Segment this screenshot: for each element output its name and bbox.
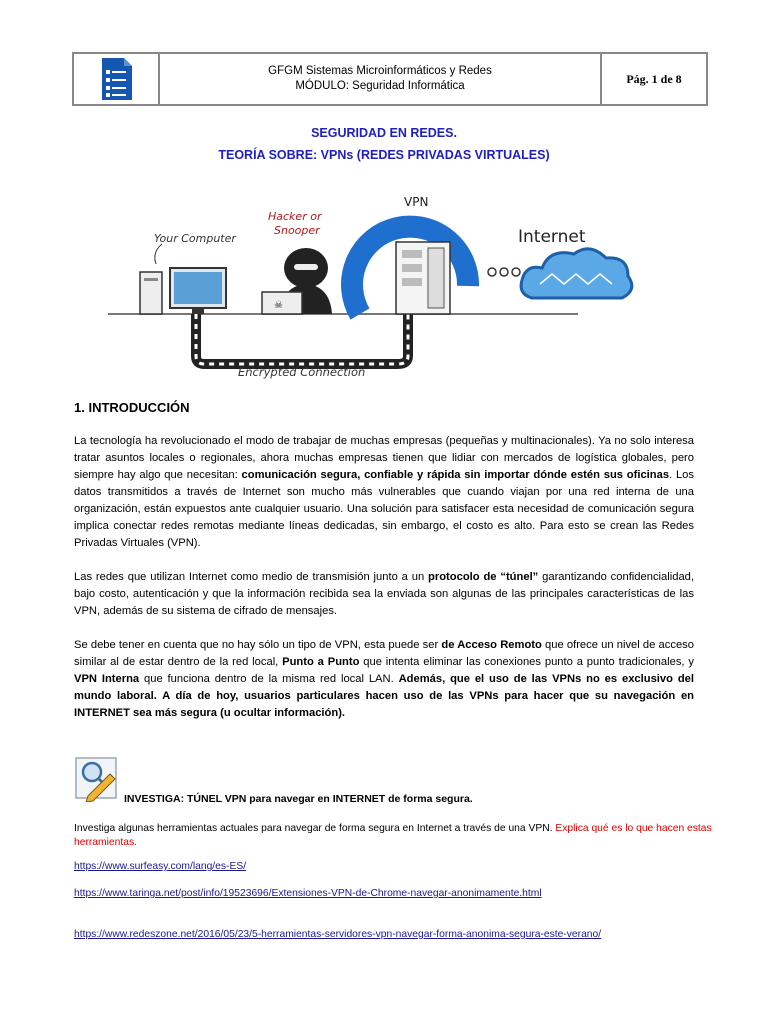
hacker-icon xyxy=(262,248,332,314)
encrypted-label: Encrypted Connection xyxy=(238,365,366,379)
header-line-2: MÓDULO: Seguridad Informática xyxy=(295,80,465,92)
vpn-illustration xyxy=(108,186,668,382)
internet-label: Internet xyxy=(518,227,586,247)
header-title-cell xyxy=(160,54,602,104)
document-list-icon xyxy=(98,56,134,102)
internet-cloud-icon xyxy=(521,249,632,298)
investiga-red-note: Explica qué es lo que hacen estas herramientas. xyxy=(74,823,712,848)
doc-title-line-2: TEORÍA SOBRE: VPNs (REDES PRIVADAS VIRTUALES) xyxy=(218,148,550,162)
investiga-instructions: Investiga algunas herramientas actuales para navegar de forma segura en Internet a través de una VPN. Explica qué es lo que hacen estas herramientas. xyxy=(74,823,712,848)
svg-text:☠: ☠ xyxy=(274,300,283,311)
investiga-label: INVESTIGA: TÚNEL VPN para navegar en INTERNET de forma segura. xyxy=(124,793,473,805)
paragraph-2: Las redes que utilizan Internet como medio de transmisión junto a un protocolo de “túnel” garantizando confidencialidad, bajo costo, autenticación y que la información recibida sea la enviada son algunas de las principales características de las VPN, además de su sistema de cifrado de mensajes. xyxy=(74,571,695,617)
your-computer-label: Your Computer xyxy=(154,232,236,245)
section-heading: 1. INTRODUCCIÓN xyxy=(74,400,190,415)
link-surfeasy[interactable]: https://www.surfeasy.com/lang/es-ES/ xyxy=(74,861,247,872)
doc-title-line-1: SEGURIDAD EN REDES. xyxy=(311,126,457,140)
logo-cell xyxy=(74,54,160,104)
paragraph-1: La tecnología ha revolucionado el modo de trabajar de muchas empresas (pequeñas y multinacionales). Ya no solo interesa tratar asuntos locales o regionales, ahora muchas empresas tienen que lidiar con mercados de logística globales, pero siempre hay algo que necesitan: comunicación segura, confiable y rápida sin importar dónde estén sus oficinas. Los datos transmitidos a través de Internet son mucho más vulnerables que cuando viajan por una red interna de una organización, están expuestos ante cualquier usuario. Una solución para satisfacer esta necesidad de comunicación segura implica conectar redes remotas mediante líneas dedicadas, sin embargo, el costo es alto. Para esto se crean las Redes Privadas Virtuales (VPN). xyxy=(74,435,694,549)
vpn-server-icon xyxy=(352,227,468,314)
computer-icon xyxy=(140,268,226,314)
document-header xyxy=(72,52,708,106)
paragraph-3: Se debe tener en cuenta que no hay sólo un tipo de VPN, esta puede ser de Acceso Remoto que ofrece un nivel de acceso similar al de estar dentro de la red local, Punto a Punto que intenta eliminar las conexiones punto a punto tradicionales, y VPN Interna que funciona dentro de la misma red local LAN. Además, que el uso de las VPNs no es exclusivo del mundo laboral. A día de hoy, usuarios particulares hacen uso de las VPNs para hacer que su navegación en INTERNET sea más segura (u ocultar información). xyxy=(74,639,694,719)
vpn-label: VPN xyxy=(404,195,429,209)
page-number: Pág. 1 de 8 xyxy=(626,71,682,86)
magnifier-pencil-icon xyxy=(74,756,122,802)
link-redeszone[interactable]: https://www.redeszone.net/2016/05/23/5-herramientas-servidores-vpn-navegar-forma-anonima-segura-este-verano/ xyxy=(74,929,602,940)
hacker-label-1: Hacker or xyxy=(268,210,322,223)
hacker-label-2: Snooper xyxy=(274,224,320,237)
encrypted-pipe xyxy=(196,314,408,364)
link-taringa[interactable]: https://www.taringa.net/post/info/19523696/Extensiones-VPN-de-Chrome-navegar-anonimamente.html xyxy=(74,888,542,899)
header-line-1: GFGM Sistemas Microinformáticos y Redes xyxy=(268,65,492,77)
